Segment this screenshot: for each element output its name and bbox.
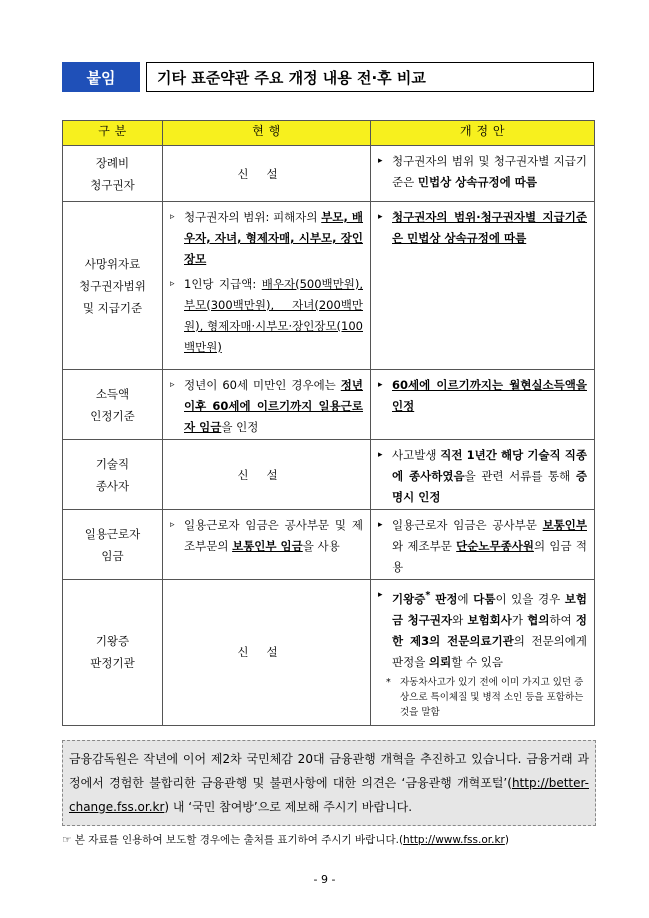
item-text: 사고발생 직전 1년간 해당 기술직 직종에 종사하였음을 관련 서류를 통해 증명시 인정 bbox=[392, 448, 587, 504]
footer-note bbox=[62, 832, 594, 847]
list-item bbox=[372, 147, 593, 193]
bullet-icon: ▹ bbox=[170, 520, 175, 530]
category-line: 사망위자료 bbox=[84, 256, 141, 271]
proposed-cell bbox=[371, 580, 595, 726]
proposed-cell bbox=[371, 202, 595, 370]
category-line: 일용근로자 bbox=[84, 526, 141, 541]
item-text: 기왕증* 판정에 다툼이 있을 경우 보험금 청구권자와 보험회사가 협의하여 정한 제3의 전문의료기관의 전문의에게 판정을 의뢰할 수 있음 bbox=[392, 590, 588, 669]
section-title: 기타 표준약관 주요 개정 내용 전·후 비교 bbox=[146, 62, 594, 92]
bullet-icon: ▸ bbox=[378, 520, 383, 530]
item-text: 일용근로자 임금은 공사부문 및 제조부문의 보통인부 임금을 사용 bbox=[184, 518, 363, 553]
table-row bbox=[63, 510, 595, 580]
list-item bbox=[372, 581, 593, 673]
footer-text: 본 자료를 인용하여 보도할 경우에는 출처를 표기하여 주시기 바랍니다.( bbox=[74, 834, 404, 846]
item-text: 1인당 지급액: 배우자(500백만원), 부모(300백만원), 자녀(200백만원), 형제자매·시부모·장인장모(100백만원) bbox=[184, 277, 363, 354]
proposed-cell bbox=[371, 440, 595, 510]
bullet-icon: ▹ bbox=[170, 279, 175, 289]
list-item bbox=[372, 441, 593, 508]
page-number: - 9 - bbox=[313, 873, 336, 886]
portal-link[interactable]: http://better-change.fss.or.kr bbox=[69, 776, 589, 814]
proposed-cell bbox=[371, 370, 595, 440]
bullet-icon: ▸ bbox=[378, 380, 383, 390]
bullet-icon: ▸ bbox=[378, 156, 383, 166]
info-box bbox=[62, 740, 596, 826]
bullet-icon: ▸ bbox=[378, 590, 383, 600]
category-cell bbox=[63, 580, 163, 726]
attachment-badge: 붙임 bbox=[62, 62, 140, 92]
list-item bbox=[372, 371, 593, 417]
table-row bbox=[63, 202, 595, 370]
item-text: 일용근로자 임금은 공사부문 보통인부와 제조부문 단순노무종사원의 임금 적용 bbox=[392, 518, 587, 574]
new-label: 신설 bbox=[237, 467, 296, 482]
table-row bbox=[63, 440, 595, 510]
section-header bbox=[62, 62, 594, 92]
category-cell bbox=[63, 202, 163, 370]
category-cell bbox=[63, 440, 163, 510]
item-text: 청구권자의 범위 및 청구권자별 지급기준은 민법상 상속규정에 따름 bbox=[392, 154, 587, 189]
new-label: 신설 bbox=[237, 645, 296, 660]
new-label: 신설 bbox=[237, 166, 296, 181]
category-line: 기왕증 bbox=[95, 634, 130, 649]
table-row bbox=[63, 370, 595, 440]
category-line: 인정기준 bbox=[90, 408, 135, 423]
item-text: 60세에 이르기까지는 월현실소득액을 인정 bbox=[392, 378, 587, 413]
proposed-cell bbox=[371, 146, 595, 202]
category-line: 기술직 bbox=[95, 456, 130, 471]
item-text: 정년이 60세 미만인 경우에는 정년 이후 60세에 이르기까지 일용근로자 임금을 인정 bbox=[184, 378, 363, 434]
list-item bbox=[164, 511, 369, 557]
category-cell bbox=[63, 370, 163, 440]
item-text: 청구권자의 범위: 피해자의 부모, 배우자, 자녀, 형제자매, 시부모, 장인장모 bbox=[184, 210, 363, 266]
category-cell bbox=[63, 146, 163, 202]
pointing-hand-icon: ☞ bbox=[62, 834, 72, 846]
current-cell bbox=[163, 370, 371, 440]
table-row bbox=[63, 146, 595, 202]
proposed-cell bbox=[371, 510, 595, 580]
category-line: 장례비 bbox=[95, 155, 130, 170]
table-row bbox=[63, 580, 595, 726]
current-cell bbox=[163, 146, 371, 202]
category-line: 임금 bbox=[101, 548, 124, 563]
category-line: 청구권자 bbox=[90, 177, 135, 192]
bullet-icon: ▸ bbox=[378, 450, 383, 460]
bullet-icon: ▸ bbox=[378, 212, 383, 222]
footer-close: ) bbox=[504, 834, 509, 846]
header-category: 구 분 bbox=[63, 121, 163, 146]
category-line: 종사자 bbox=[95, 478, 130, 493]
info-text-end: ) 내 ‘국민 참여방’으로 제보해 주시기 바랍니다. bbox=[164, 800, 413, 814]
comparison-table bbox=[62, 120, 595, 726]
info-text: 금융감독원은 작년에 이어 제2차 국민체감 20대 금융관행 개혁을 추진하고 있습니다. 금융거래 과정에서 경험한 불합리한 금융관행 및 불편사항에 대한 의견은 ‘금융관행 개혁포털’( bbox=[69, 752, 589, 790]
list-item bbox=[164, 371, 369, 438]
category-line: 및 지급기준 bbox=[82, 300, 143, 315]
item-text: 청구권자의 범위·청구권자별 지급기준은 민법상 상속규정에 따름 bbox=[392, 210, 587, 245]
current-cell bbox=[163, 440, 371, 510]
list-item bbox=[164, 203, 369, 270]
category-line: 청구권자범위 bbox=[79, 278, 146, 293]
header-current: 현 행 bbox=[163, 121, 371, 146]
current-cell bbox=[163, 202, 371, 370]
list-item bbox=[372, 203, 593, 249]
bullet-icon: ▹ bbox=[170, 212, 175, 222]
asterisk-icon: * bbox=[386, 676, 391, 688]
current-cell bbox=[163, 510, 371, 580]
bullet-icon: ▹ bbox=[170, 380, 175, 390]
list-item bbox=[372, 511, 593, 578]
category-cell bbox=[63, 510, 163, 580]
current-cell bbox=[163, 580, 371, 726]
fss-link[interactable]: http://www.fss.or.kr bbox=[403, 834, 505, 846]
header-proposed: 개 정 안 bbox=[371, 121, 595, 146]
table-header-row bbox=[63, 121, 595, 146]
list-item bbox=[164, 270, 369, 358]
category-line: 판정기관 bbox=[90, 656, 135, 671]
category-line: 소득액 bbox=[95, 386, 130, 401]
footnote bbox=[372, 673, 593, 724]
footnote-text: 자동차사고가 있기 전에 이미 가지고 있던 증상으로 특이체질 및 병적 소인 등을 포함하는 것을 말함 bbox=[400, 676, 584, 718]
